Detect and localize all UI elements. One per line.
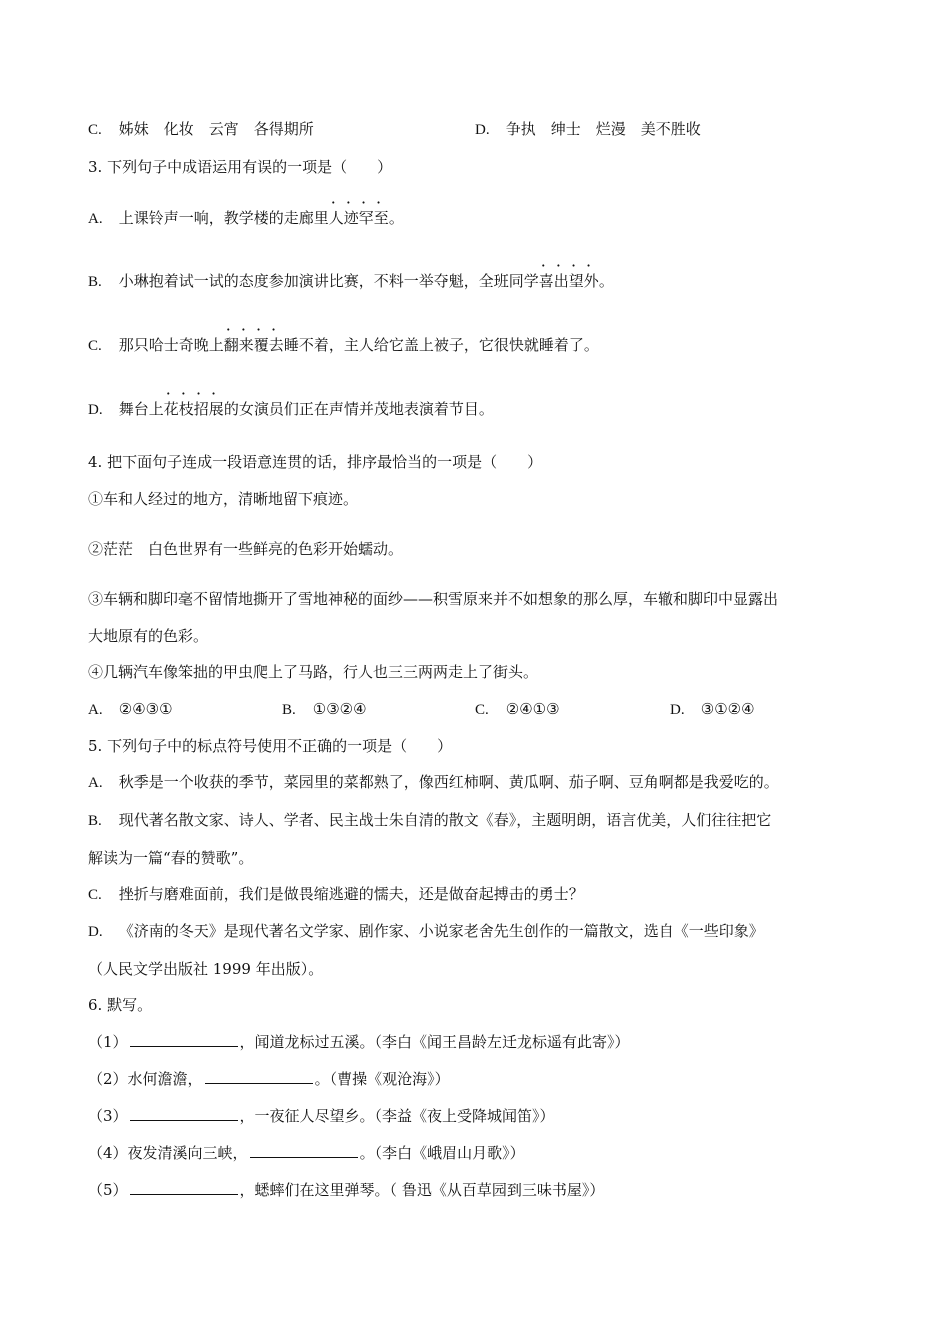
option-label: D. xyxy=(88,924,103,940)
item-number: （3） xyxy=(88,1107,128,1125)
item-number: （5） xyxy=(88,1181,128,1199)
option-text-post: 。 xyxy=(388,209,404,227)
option-label: C. xyxy=(88,887,102,903)
option-text-post: 睡不着，主人给它盖上被子，它很快就睡着了。 xyxy=(283,336,599,354)
option-label: C. xyxy=(475,702,489,718)
q5-option-c xyxy=(88,883,584,906)
q2-option-d xyxy=(475,118,701,141)
option-text-pre: 上课铃声一响，教学楼的走廊里 xyxy=(118,209,329,227)
emphasized-idiom: ···· 翻来覆去 xyxy=(224,336,284,354)
q5-stem: 5. 下列句子中的标点符号使用不正确的一项是（ ） xyxy=(88,737,453,755)
option-label: B. xyxy=(282,702,296,718)
q6-item-3 xyxy=(88,1105,555,1127)
option-label: A. xyxy=(88,775,103,791)
option-text: 现代著名散文家、诗人、学者、民主战士朱自清的散文《春》，主题明朗，语言优美，人们往往把它 xyxy=(118,811,772,829)
answer-blank[interactable] xyxy=(130,1105,238,1121)
item-number: （2） xyxy=(88,1070,128,1088)
option-text: ①③②④ xyxy=(312,700,367,718)
q4-option-d xyxy=(670,698,755,721)
q4-stem: 4. 把下面句子连成一段语意连贯的话，排序最恰当的一项是（ ） xyxy=(88,453,543,471)
q5-option-d xyxy=(88,920,764,943)
q5-option-a xyxy=(88,771,779,794)
q6-item-1 xyxy=(88,1031,630,1053)
q4-option-b xyxy=(282,698,367,721)
item-post: 。（曹操《观沧海》） xyxy=(314,1070,450,1088)
option-text: 秋季是一个收获的季节，菜园里的菜都熟了，像西红柿啊、黄瓜啊、茄子啊、豆角啊都是我爱吃的。 xyxy=(118,773,779,791)
option-text-post: 的女演员们正在声情并茂地表演着节目。 xyxy=(223,400,494,418)
item-post: 。（李白《峨眉山月歌》） xyxy=(359,1144,525,1162)
answer-blank[interactable] xyxy=(130,1179,238,1195)
option-text: 姊妹 化妆 云宵 各得期所 xyxy=(118,120,314,138)
item-number: （1） xyxy=(88,1033,128,1051)
option-text: 争执 绅士 烂漫 美不胜收 xyxy=(505,120,701,138)
item-pre: 水何澹澹， xyxy=(127,1070,203,1088)
item-post: ，蟋蟀们在这里弹琴。（ 鲁迅《从百草园到三味书屋》） xyxy=(239,1181,605,1199)
q3-option-a xyxy=(88,207,404,230)
q6-stem: 6. 默写。 xyxy=(88,996,153,1014)
option-label: A. xyxy=(88,702,103,718)
option-label: B. xyxy=(88,813,102,829)
q6-item-2 xyxy=(88,1068,450,1090)
q3-stem: 3. 下列句子中成语运用有误的一项是（ ） xyxy=(88,158,393,176)
q6-item-5 xyxy=(88,1179,604,1201)
q4-option-c xyxy=(475,698,560,721)
q6-item-4 xyxy=(88,1142,525,1164)
item-pre: 夜发清溪向三峡， xyxy=(127,1144,248,1162)
emphasized-idiom: ···· 花枝招展 xyxy=(164,400,224,418)
option-text-post: 。 xyxy=(598,272,614,290)
emphasized-idiom: ···· 人迹罕至 xyxy=(329,209,389,227)
q4-sentence-4: ④几辆汽车像笨拙的甲虫爬上了马路，行人也三三两两走上了街头。 xyxy=(88,663,539,681)
option-text-pre: 舞台上 xyxy=(118,400,164,418)
option-text: ③①②④ xyxy=(700,700,755,718)
option-text: ②④①③ xyxy=(505,700,560,718)
option-text-pre: 小琳抱着试一试的态度参加演讲比赛，不料一举夺魁，全班同学 xyxy=(118,272,539,290)
item-number: （4） xyxy=(88,1144,128,1162)
option-text-pre: 那只哈士奇晚上 xyxy=(118,336,224,354)
q4-option-a xyxy=(88,698,173,721)
option-text: 《济南的冬天》是现代著名文学家、剧作家、小说家老舍先生创作的一篇散文，选自《一些印象》 xyxy=(118,922,764,940)
item-post: ，闻道龙标过五溪。（李白《闻王昌龄左迁龙标遥有此寄》） xyxy=(239,1033,630,1051)
option-label: B. xyxy=(88,274,102,290)
q4-sentence-1: ①车和人经过的地方，清晰地留下痕迹。 xyxy=(88,490,359,508)
answer-blank[interactable] xyxy=(250,1142,358,1158)
option-label: D. xyxy=(88,402,103,418)
q3-option-b xyxy=(88,270,614,293)
q5-option-b-cont: 解读为一篇“春的赞歌”。 xyxy=(88,849,254,867)
answer-blank[interactable] xyxy=(205,1068,313,1084)
option-label: D. xyxy=(475,122,490,138)
answer-blank[interactable] xyxy=(130,1031,238,1047)
option-text: ②④③① xyxy=(118,700,173,718)
q5-option-b xyxy=(88,809,771,832)
q3-option-d xyxy=(88,398,494,421)
option-label: A. xyxy=(88,211,103,227)
q4-sentence-3-cont: 大地原有的色彩。 xyxy=(88,627,209,645)
q4-sentence-2: ②茫茫 白色世界有一些鲜亮的色彩开始蠕动。 xyxy=(88,540,404,558)
item-post: ，一夜征人尽望乡。（李益《夜上受降城闻笛》） xyxy=(239,1107,555,1125)
option-text: 挫折与磨难面前，我们是做畏缩逃避的懦夫，还是做奋起搏击的勇士？ xyxy=(118,885,584,903)
option-label: D. xyxy=(670,702,685,718)
q2-option-c xyxy=(88,118,314,141)
q4-sentence-3: ③车辆和脚印毫不留情地撕开了雪地神秘的面纱——积雪原来并不如想象的那么厚，车辙和脚印中显露出 xyxy=(88,590,779,608)
q3-option-c xyxy=(88,334,599,357)
q5-option-d-cont: （人民文学出版社 1999 年出版）。 xyxy=(88,960,324,978)
emphasized-idiom: ···· 喜出望外 xyxy=(539,272,599,290)
option-label: C. xyxy=(88,338,102,354)
option-label: C. xyxy=(88,122,102,138)
